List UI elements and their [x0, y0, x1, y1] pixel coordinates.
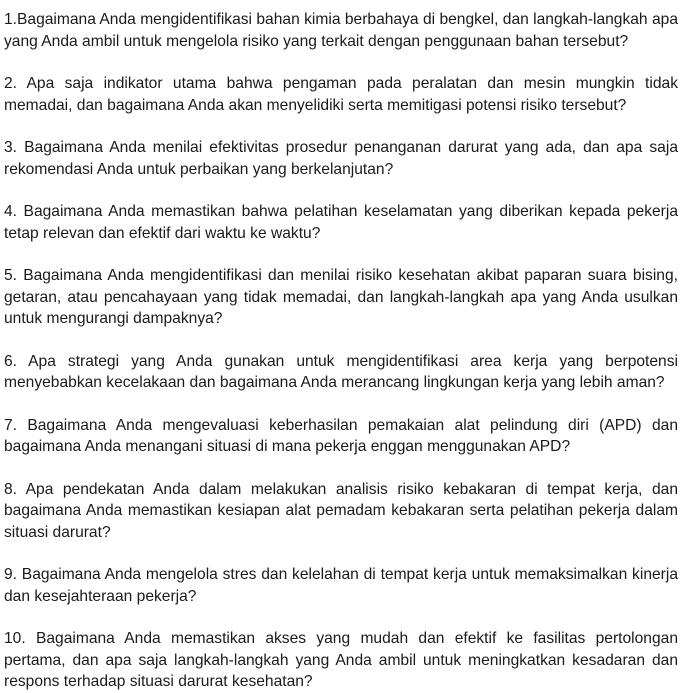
question-8: 8. Apa pendekatan Anda dalam melakukan analisis risiko kebakaran di tempat kerja, dan bagaimana Anda memastikan kesiapan alat pemadam kebakaran serta pelatihan pekerja dalam situasi darurat?	[4, 480, 678, 541]
question-9: 9. Bagaimana Anda mengelola stres dan kelelahan di tempat kerja untuk memaksimalkan kinerja dan kesejahteraan pekerja?	[4, 566, 678, 605]
question-1: 1.Bagaimana Anda mengidentifikasi bahan kimia berbahaya di bengkel, dan langkah-langkah apa yang Anda ambil untuk mengelola risiko yang terkait dengan penggunaan bahan tersebut?	[4, 11, 678, 50]
question-list	[4, 9, 678, 693]
question-10: 10. Bagaimana Anda memastikan akses yang mudah dan efektif ke fasilitas pertolongan pertama, dan apa saja langkah-langkah yang Anda ambil untuk meningkatkan kesadaran dan respons terhadap situasi darurat kesehatan?	[4, 630, 678, 690]
question-4: 4. Bagaimana Anda memastikan bahwa pelatihan keselamatan yang diberikan kepada pekerja tetap relevan dan efektif dari waktu ke waktu?	[4, 203, 678, 242]
question-3: 3. Bagaimana Anda menilai efektivitas prosedur penanganan darurat yang ada, dan apa saja rekomendasi Anda untuk perbaikan yang berkelanjutan?	[4, 139, 678, 178]
question-6: 6. Apa strategi yang Anda gunakan untuk mengidentifikasi area kerja yang berpotensi menyebabkan kecelakaan dan bagaimana Anda merancang lingkungan kerja yang lebih aman?	[4, 352, 678, 391]
question-2: 2. Apa saja indikator utama bahwa pengaman pada peralatan dan mesin mungkin tidak memadai, dan bagaimana Anda akan menyelidiki serta memitigasi potensi risiko tersebut?	[4, 75, 678, 114]
question-7: 7. Bagaimana Anda mengevaluasi keberhasilan pemakaian alat pelindung diri (APD) dan bagaimana Anda menangani situasi di mana pekerja enggan menggunakan APD?	[4, 416, 678, 455]
question-5: 5. Bagaimana Anda mengidentifikasi dan menilai risiko kesehatan akibat paparan suara bising, getaran, atau pencahayaan yang tidak memadai, dan langkah-langkah apa yang Anda usulkan untuk mengurangi dampaknya?	[4, 267, 678, 327]
